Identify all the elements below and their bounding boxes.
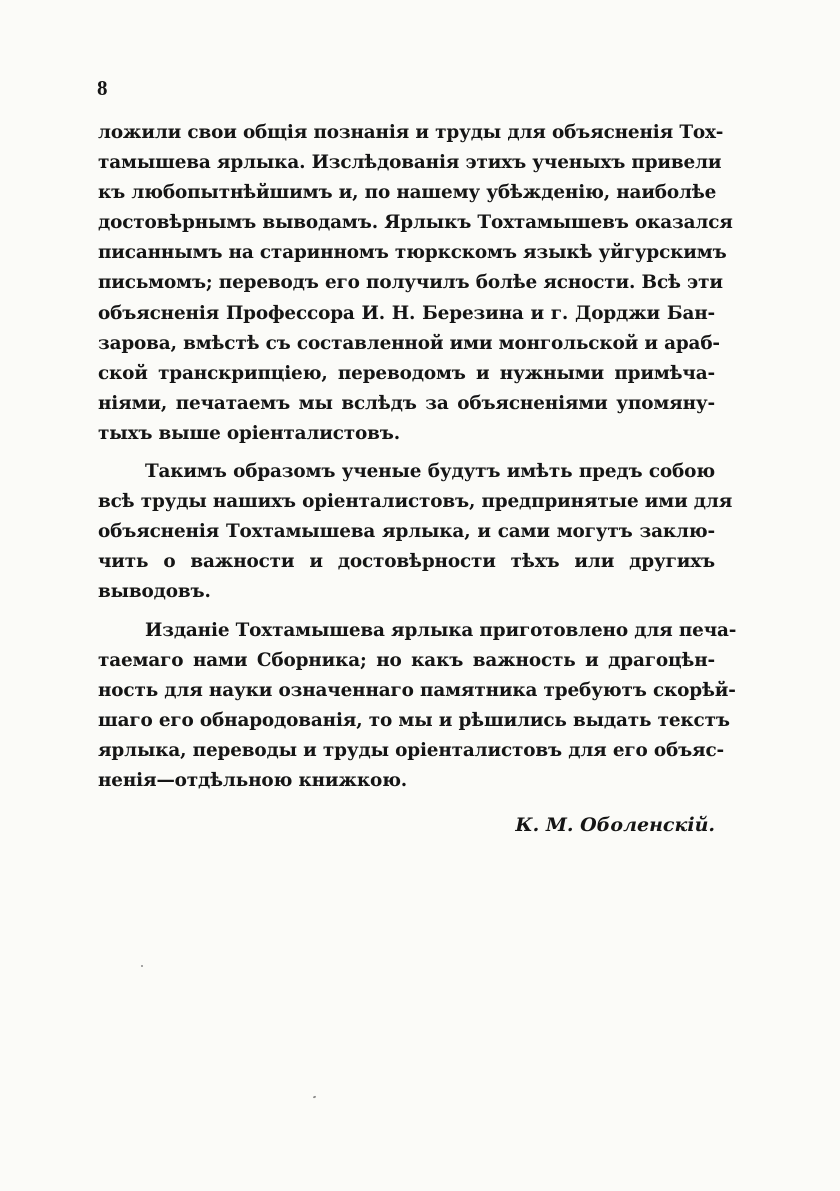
page-number: 8 (97, 76, 108, 100)
text-line: тыхъ выше оріенталистовъ. (98, 422, 400, 444)
text-line: ность для науки означеннаго памятника требуютъ скорѣй- (98, 679, 736, 701)
paragraph-1 (98, 118, 733, 449)
author-signature: К. М. Оболенскій. (515, 814, 715, 836)
text-line: зарова, вмѣстѣ съ составленной ими монгольской и араб- (98, 332, 720, 354)
text-line: Изданіе Тохтамышева ярлыка приготовлено для печа- (145, 619, 737, 641)
scan-speck (141, 965, 143, 967)
text-line: писаннымъ на старинномъ тюркскомъ языкѣ уйгурскимъ (98, 242, 727, 264)
text-line: ненія—отдѣльною книжкою. (98, 769, 408, 791)
paragraph-gap (98, 449, 715, 457)
text-line: тамышева ярлыка. Изслѣдованія этихъ ученыхъ привели (98, 152, 722, 174)
text-line: достовѣрнымъ выводамъ. Ярлыкъ Тохтамышевъ оказался (98, 212, 733, 234)
text-line: письмомъ; переводъ его получилъ болѣе ясности. Всѣ эти (98, 272, 723, 294)
body-text (98, 118, 737, 796)
text-line: выводовъ. (98, 581, 211, 603)
text-line: объясненія Тохтамышева ярлыка, и сами могутъ заклю- (98, 521, 715, 543)
text-line: Такимъ образомъ ученые будутъ имѣть предъ собою (145, 461, 715, 483)
paragraph-2 (98, 457, 733, 607)
scan-speck (313, 1095, 317, 1098)
text-line: ніями, печатаемъ мы вслѣдъ за объясненіями упомяну- (98, 392, 715, 414)
text-line: чить о важности и достовѣрности тѣхъ или другихъ (98, 551, 715, 573)
text-line: объясненія Профессора И. Н. Березина и г. Дорджи Бан- (98, 302, 715, 324)
text-line: таемаго нами Сборника; но какъ важность и драгоцѣн- (98, 649, 715, 671)
text-line: къ любопытнѣйшимъ и, по нашему убѣжденію, наиболѣе (98, 182, 717, 204)
paragraph-3 (98, 616, 737, 797)
text-line: ярлыка, переводы и труды оріенталистовъ для его объяс- (98, 739, 725, 761)
text-line: шаго его обнародованія, то мы и рѣшились выдать текстъ (98, 709, 730, 731)
text-line: ской транскрипціею, переводомъ и нужными примѣча- (98, 362, 715, 384)
text-line: ложили свои общія познанія и труды для объясненія Тох- (98, 122, 724, 143)
text-line: всѣ труды нашихъ оріенталистовъ, предпринятые ими для (98, 491, 733, 513)
paragraph-gap (98, 608, 715, 616)
